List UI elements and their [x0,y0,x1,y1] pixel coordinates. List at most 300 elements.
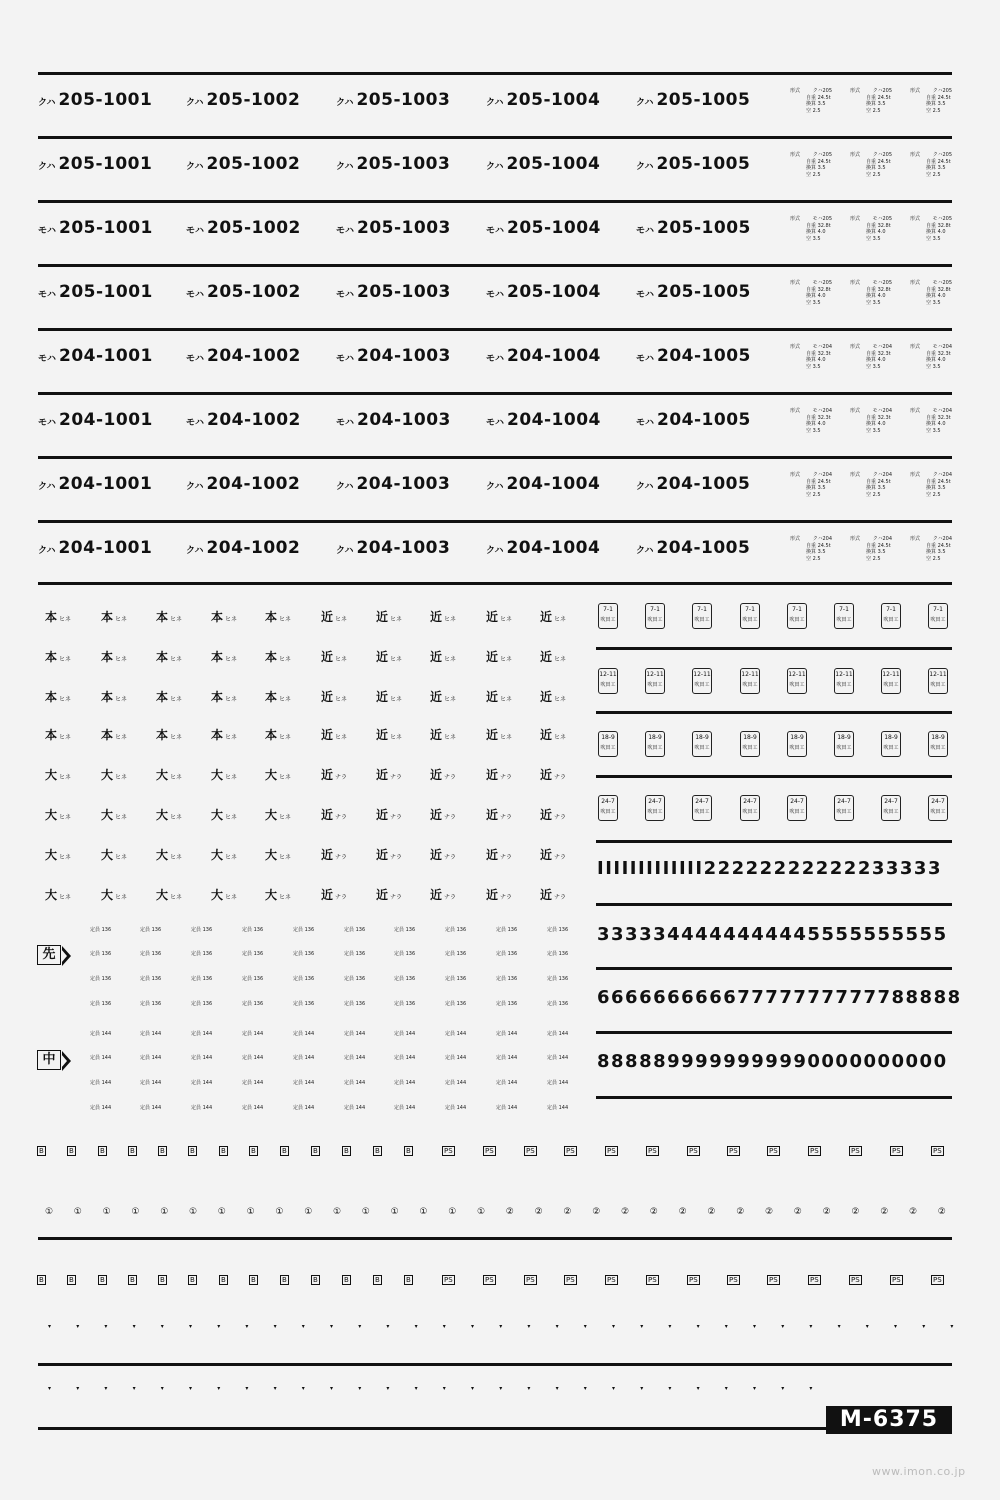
plate-number: 12-11 [646,671,664,678]
depot-mark [101,886,127,903]
car-type-kana: モハ [636,418,655,428]
inspection-plate [834,731,854,757]
depot-mark [486,608,512,625]
spec-line: 空 3.5 [806,427,821,434]
circled-numeral: ② [649,1207,658,1217]
car-type-kana: モハ [336,290,355,300]
depot-kanji: 近 [430,808,443,822]
capacity-label: 定員 144 [496,1031,518,1037]
ps-mark: PS [526,1147,535,1155]
capacity-label: 定員 136 [293,951,315,957]
plate-number: 7-1 [839,606,849,613]
spec-line: 空 2.5 [866,171,881,178]
spec-line: 自重 32.8t [806,222,831,229]
spec-type: モハ204 [872,408,892,414]
triangle-mark: ▾ [189,1323,193,1330]
plate-number: 7-1 [650,606,660,613]
triangle-mark: ▾ [640,1385,644,1392]
plate-number: 24-7 [743,798,757,805]
spec-plate [790,152,832,178]
depot-code: ヒネ [59,616,72,623]
depot-kanji: 大 [45,808,58,822]
depot-mark [45,688,71,705]
plate-shop: 吹田工 [742,617,758,623]
depot-kanji: 本 [45,690,58,704]
depot-kanji: 大 [211,768,224,782]
inspection-plate [928,731,948,757]
depot-code: ヒネ [279,814,292,821]
depot-kanji: 近 [321,808,334,822]
spec-type: モハ204 [932,408,952,414]
triangle-mark: ▾ [442,1323,446,1330]
car-type-kana: クハ [186,546,204,556]
capacity-label: 定員 136 [394,951,416,957]
capacity-label: 定員 144 [191,1080,213,1086]
capacity-label: 定員 136 [90,976,112,982]
plate-number: 24-7 [790,798,804,805]
capacity-label: 定員 144 [496,1080,518,1086]
car-type-kana: クハ [486,98,504,108]
car-type-kana: クハ [336,162,354,172]
spec-line: 空 3.5 [806,235,821,242]
spec-line: 空 2.5 [806,107,821,114]
b-mark: B [160,1147,165,1155]
car-type-kana: クハ [38,98,56,108]
depot-code: ヒネ [279,734,292,741]
spec-label: 形式 [850,88,861,94]
car-type-kana: モハ [38,290,57,300]
depot-kanji: 近 [540,610,553,624]
rule-line [38,456,952,459]
spec-label: 形式 [910,536,921,542]
car-number-text: 205-1001 [59,282,153,302]
inspection-plate [692,668,712,694]
depot-kanji: 本 [211,650,224,664]
depot-mark [540,806,566,823]
ps-mark: PS [566,1147,575,1155]
depot-kanji: 本 [211,610,224,624]
circled-numeral: ② [592,1207,601,1217]
plate-number: 12-11 [599,671,617,678]
rule-line [596,647,952,650]
capacity-label: 定員 136 [293,927,315,933]
spec-plate [910,536,952,562]
depot-mark [45,608,71,625]
depot-code: ヒネ [500,656,513,663]
plate-shop: 吹田工 [883,617,899,623]
circled-numeral: ② [880,1207,889,1217]
capacity-label: 定員 136 [140,976,162,982]
plate-number: 7-1 [697,606,707,613]
depot-kanji: 大 [101,808,114,822]
depot-kanji: 大 [156,768,169,782]
depot-mark [156,688,182,705]
triangle-mark: ▾ [76,1385,80,1392]
triangle-mark: ▾ [583,1385,587,1392]
depot-mark [211,846,237,863]
capacity-label: 定員 136 [496,951,518,957]
car-type-kana: モハ [336,354,355,364]
depot-kanji: 近 [321,848,334,862]
circled-numeral: ① [333,1207,342,1217]
b-mark: B [69,1147,74,1155]
spec-type: クハ204 [812,472,832,478]
depot-code: ナラ [500,854,513,861]
rule-line [596,840,952,843]
depot-mark [101,846,127,863]
car-type-kana: クハ [486,162,504,172]
inspection-plate [645,668,665,694]
depot-code: ナラ [554,854,567,861]
inspection-plate [598,668,618,694]
circled-numeral: ② [534,1207,543,1217]
triangle-mark: ▾ [724,1385,728,1392]
car-number [636,154,750,174]
rule-line [38,1363,952,1366]
car-number [486,410,601,430]
car-type-kana: モハ [186,226,205,236]
car-type-kana: クハ [336,546,354,556]
car-type-kana: モハ [186,354,205,364]
capacity-label: 定員 144 [90,1031,112,1037]
depot-mark [321,766,347,783]
spec-plate [790,408,832,434]
spec-line: 換算 3.5 [806,549,826,555]
spec-line: 換算 4.0 [806,357,826,363]
triangle-mark: ▾ [414,1323,418,1330]
depot-kanji: 近 [376,848,389,862]
rule-line [596,1031,952,1034]
circled-numeral: ① [102,1207,111,1217]
depot-code: ヒネ [59,894,72,901]
car-number [186,474,300,494]
depot-kanji: 本 [156,650,169,664]
triangle-mark: ▾ [217,1323,221,1330]
plate-number: 18-9 [931,734,945,741]
car-number-text: 204-1001 [58,538,153,558]
triangle-mark: ▾ [781,1385,785,1392]
car-number [636,346,751,366]
b-mark: B [39,1276,44,1284]
ps-mark: PS [729,1147,738,1155]
depot-kanji: 近 [430,610,443,624]
capacity-label: 定員 144 [293,1031,315,1037]
car-number [38,346,153,366]
ps-mark: PS [607,1147,616,1155]
plate-number: 18-9 [648,734,662,741]
spec-line: 自重 32.3t [926,350,951,357]
capacity-label: 定員 136 [293,1001,315,1007]
spec-type: クハ204 [932,472,952,478]
depot-code: ナラ [335,814,348,821]
ps-mark: PS [526,1276,535,1284]
b-mark: B [160,1276,165,1284]
spec-plate [850,536,892,562]
b-mark: B [39,1147,44,1155]
depot-code: ヒネ [500,734,513,741]
car-number-text: 204-1004 [506,474,601,494]
plate-shop: 吹田工 [600,617,616,623]
car-type-kana: モハ [486,354,505,364]
circled-numeral: ② [736,1207,745,1217]
rule-line [596,711,952,714]
car-type-kana: クハ [186,482,204,492]
car-number [38,282,153,302]
car-number-text: 204-1002 [207,410,301,430]
capacity-label: 定員 136 [293,976,315,982]
triangle-mark: ▾ [358,1323,362,1330]
b-mark: B [251,1276,256,1284]
car-number-text: 205-1004 [507,218,601,238]
circled-numeral: ① [477,1207,486,1217]
depot-code: ヒネ [59,774,72,781]
car-number [636,90,750,110]
b-mark: B [100,1147,105,1155]
capacity-label: 定員 144 [90,1080,112,1086]
depot-code: ヒネ [170,656,183,663]
spec-line: 自重 32.8t [926,222,951,229]
depot-kanji: 本 [101,690,114,704]
car-number-text: 205-1001 [58,90,153,110]
depot-mark [376,688,402,705]
car-number [636,538,750,558]
triangle-mark: ▾ [809,1385,813,1392]
depot-mark [265,608,291,625]
depot-mark [430,726,456,743]
spec-line: 自重 24.5t [806,158,831,165]
spec-line: 換算 3.5 [866,485,886,491]
car-number-text: 204-1001 [59,410,153,430]
spec-line: 自重 32.3t [866,350,891,357]
circled-numeral: ② [851,1207,860,1217]
depot-code: ヒネ [59,734,72,741]
spec-label: 形式 [790,536,801,542]
depot-kanji: 近 [376,768,389,782]
plate-shop: 吹田工 [600,809,616,815]
ps-mark: PS [892,1276,901,1284]
spec-plate [910,216,952,242]
car-number-text: 205-1003 [357,282,451,302]
depot-kanji: 大 [45,888,58,902]
depot-kanji: 近 [430,888,443,902]
capacity-label: 定員 144 [445,1055,467,1061]
spec-label: 形式 [790,88,801,94]
plate-number: 18-9 [601,734,615,741]
plate-number: 24-7 [601,798,615,805]
depot-mark [101,648,127,665]
plate-number: 12-11 [693,671,711,678]
depot-code: ヒネ [444,696,457,703]
depot-code: ヒネ [335,734,348,741]
spec-type: モハ204 [932,344,952,350]
b-mark: B [251,1147,256,1155]
car-type-kana: モハ [186,418,205,428]
spec-label: 形式 [790,344,801,350]
car-type-kana: クハ [636,98,654,108]
depot-mark [430,608,456,625]
spec-type: モハ204 [812,408,832,414]
depot-mark [486,648,512,665]
spec-plate [910,408,952,434]
depot-kanji: 近 [376,728,389,742]
car-type-kana: クハ [186,162,204,172]
product-code: M-6375 [826,1406,952,1434]
capacity-label: 定員 136 [394,1001,416,1007]
depot-code: ヒネ [444,734,457,741]
car-number-text: 205-1002 [206,90,301,110]
depot-mark [211,648,237,665]
car-number [186,346,301,366]
b-mark: B [375,1276,380,1284]
depot-code: ナラ [335,774,348,781]
depot-mark [486,886,512,903]
circled-numeral: ① [304,1207,313,1217]
car-type-kana: クハ [38,482,56,492]
triangle-mark: ▾ [640,1323,644,1330]
spec-type: モハ204 [812,344,832,350]
depot-code: ヒネ [225,734,238,741]
circled-numeral: ① [45,1207,54,1217]
car-type-kana: モハ [336,418,355,428]
b-mark: B [406,1276,411,1284]
capacity-label: 定員 144 [293,1080,315,1086]
plate-shop: 吹田工 [789,745,805,751]
depot-kanji: 近 [486,888,499,902]
inspection-plate [740,603,760,629]
depot-mark [376,648,402,665]
depot-code: ヒネ [115,774,128,781]
triangle-mark: ▾ [724,1323,728,1330]
depot-mark [101,726,127,743]
depot-mark [265,688,291,705]
triangle-mark: ▾ [273,1385,277,1392]
capacity-label: 定員 144 [191,1031,213,1037]
depot-code: ナラ [500,814,513,821]
car-number-text: 204-1005 [657,346,751,366]
b-mark: B [282,1147,287,1155]
circled-numeral: ② [707,1207,716,1217]
car-type-kana: クハ [336,482,354,492]
spec-label: 形式 [910,152,921,158]
depot-mark [156,648,182,665]
spec-line: 換算 3.5 [866,101,886,107]
spec-plate [850,152,892,178]
spec-type: クハ205 [932,88,952,94]
plate-number: 18-9 [790,734,804,741]
depot-mark [540,766,566,783]
ps-mark: PS [689,1276,698,1284]
triangle-mark: ▾ [668,1323,672,1330]
b-mark: B [344,1147,349,1155]
car-number [186,154,300,174]
plate-number: 7-1 [792,606,802,613]
depot-code: ヒネ [59,656,72,663]
ps-mark: PS [566,1276,575,1284]
b-mark: B [375,1147,380,1155]
spec-plate [850,472,892,498]
b-mark: B [406,1147,411,1155]
depot-kanji: 近 [486,848,499,862]
capacity-label: 定員 136 [140,951,162,957]
depot-kanji: 近 [486,650,499,664]
depot-mark [211,726,237,743]
car-number-text: 204-1005 [657,410,751,430]
capacity-label: 定員 136 [191,976,213,982]
depot-mark [376,726,402,743]
depot-mark [376,886,402,903]
car-number [38,474,152,494]
rule-line [38,264,952,267]
depot-code: ナラ [390,894,403,901]
spec-line: 自重 24.5t [926,542,951,549]
depot-mark [211,886,237,903]
depot-kanji: 大 [156,848,169,862]
depot-mark [45,726,71,743]
car-number [486,282,601,302]
depot-mark [430,688,456,705]
depot-kanji: 近 [430,650,443,664]
depot-kanji: 大 [101,848,114,862]
spec-plate [850,408,892,434]
spec-label: 形式 [910,88,921,94]
capacity-label: 定員 144 [445,1080,467,1086]
capacity-label: 定員 136 [344,927,366,933]
depot-mark [156,766,182,783]
plate-shop: 吹田工 [930,617,946,623]
spec-type: クハ205 [872,152,892,158]
spec-type: クハ204 [932,536,952,542]
depot-code: ヒネ [115,734,128,741]
depot-kanji: 本 [156,728,169,742]
spec-type: モハ205 [872,280,892,286]
circled-numeral: ① [217,1207,226,1217]
capacity-label: 定員 136 [191,927,213,933]
spec-label: 形式 [910,472,921,478]
triangle-mark: ▾ [781,1323,785,1330]
depot-mark [211,806,237,823]
circled-numeral: ② [937,1207,946,1217]
spec-line: 換算 4.0 [926,421,946,427]
depot-code: ヒネ [59,854,72,861]
spec-label: 形式 [910,216,921,222]
depot-code: ナラ [444,774,457,781]
spec-plate [850,280,892,306]
depot-code: ナラ [500,774,513,781]
spec-line: 空 2.5 [806,555,821,562]
plate-shop: 吹田工 [836,617,852,623]
car-type-kana: クハ [38,546,56,556]
digit-strip: 8888899999999990000000000 [597,1051,948,1072]
car-position-badge: 中 [37,1050,61,1070]
car-number-text: 205-1005 [656,90,751,110]
plate-number: 18-9 [695,734,709,741]
car-number [486,154,600,174]
car-number [336,282,451,302]
triangle-mark: ▾ [48,1323,52,1330]
depot-mark [321,648,347,665]
triangle-mark: ▾ [301,1385,305,1392]
rule-line [38,136,952,139]
b-mark: B [100,1276,105,1284]
spec-type: モハ204 [872,344,892,350]
triangle-mark: ▾ [612,1323,616,1330]
depot-kanji: 本 [45,610,58,624]
spec-line: 空 3.5 [926,235,941,242]
depot-code: ヒネ [59,696,72,703]
car-number-text: 204-1005 [656,474,751,494]
car-number-text: 204-1004 [507,410,601,430]
car-number-text: 205-1002 [206,154,301,174]
